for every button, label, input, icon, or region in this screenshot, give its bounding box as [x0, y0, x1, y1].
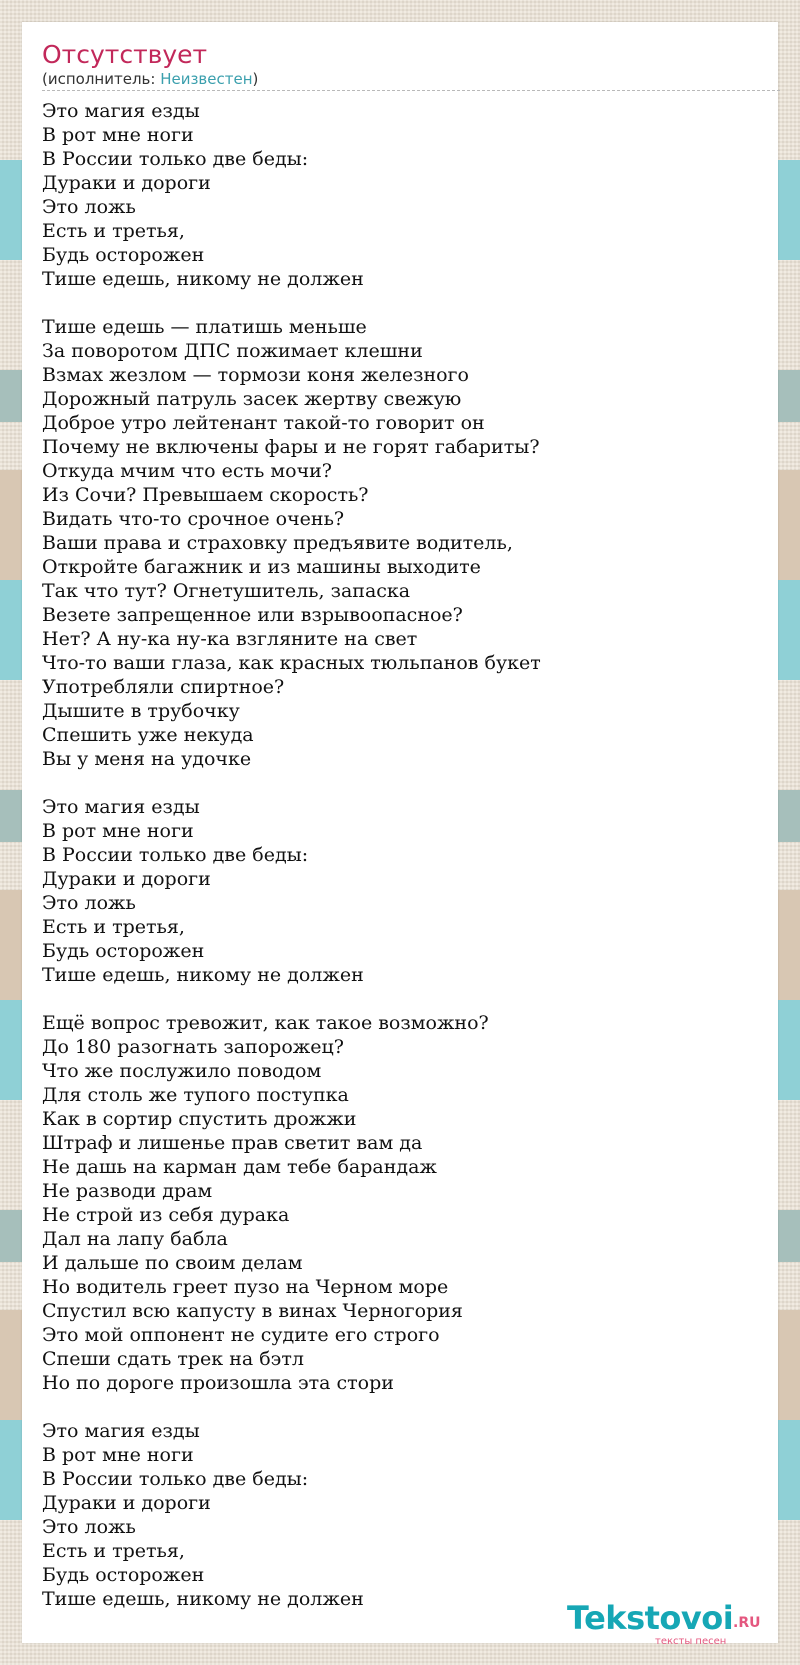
lyric-line: Тише едешь, никому не должен — [42, 268, 364, 290]
lyric-line: За поворотом ДПС пожимает клешни — [42, 340, 423, 362]
lyric-line: Дураки и дороги — [42, 1492, 211, 1514]
lyric-line: Спешить уже некуда — [42, 724, 254, 746]
lyric-line: Употребляли спиртное? — [42, 676, 285, 698]
lyric-line: Нет? А ну-ка ну-ка взгляните на свет — [42, 628, 418, 650]
lyric-line: Откуда мчим что есть мочи? — [42, 460, 332, 482]
logo-wordmark: Tekstovoi — [567, 1599, 734, 1637]
song-title: Отсутствует — [42, 40, 208, 69]
lyric-line: Это ложь — [42, 1516, 136, 1538]
title-divider — [42, 90, 780, 91]
lyric-line: Что же послужило поводом — [42, 1060, 322, 1082]
lyrics-card — [22, 22, 778, 1647]
lyric-line: В рот мне ноги — [42, 820, 194, 842]
artist-link[interactable]: Неизвестен — [160, 70, 253, 88]
lyric-line: Спеши сдать трек на бэтл — [42, 1348, 304, 1370]
lyric-line: Это мой оппонент не судите его строго — [42, 1324, 440, 1346]
lyric-line: Не разводи драм — [42, 1180, 213, 1202]
lyric-line: Не строй из себя дурака — [42, 1204, 290, 1226]
lyric-line: Это магия езды — [42, 1420, 200, 1442]
stanza-break — [42, 987, 782, 1011]
lyric-line: Как в сортир спустить дрожжи — [42, 1108, 357, 1130]
lyric-line: Это ложь — [42, 196, 136, 218]
site-logo[interactable] — [567, 1599, 767, 1652]
lyrics-text — [42, 99, 782, 1611]
lyric-line: Почему не включены фары и не горят габариты? — [42, 436, 540, 458]
lyric-line: В рот мне ноги — [42, 124, 194, 146]
lyric-line: Есть и третья, — [42, 1540, 185, 1562]
lyric-line: Из Сочи? Превышаем скорость? — [42, 484, 369, 506]
lyric-line: Ещё вопрос тревожит, как такое возможно? — [42, 1012, 489, 1034]
lyric-line: Что-то ваши глаза, как красных тюльпанов букет — [42, 652, 541, 674]
lyric-line: Дураки и дороги — [42, 172, 211, 194]
stanza-break — [42, 1395, 782, 1419]
lyric-line: Это ложь — [42, 892, 136, 914]
lyric-line: Это магия езды — [42, 796, 200, 818]
stanza-break — [42, 771, 782, 795]
lyric-line: Тише едешь, никому не должен — [42, 1588, 364, 1610]
lyric-line: Так что тут? Огнетушитель, запаска — [42, 580, 411, 602]
lyric-line: Это магия езды — [42, 100, 200, 122]
lyric-line: Взмах жезлом — тормози коня железного — [42, 364, 469, 386]
lyric-line: В России только две беды: — [42, 844, 309, 866]
lyric-line: Вы у меня на удочке — [42, 748, 252, 770]
lyric-line: Дорожный патруль засек жертву свежую — [42, 388, 462, 410]
lyric-line: В России только две беды: — [42, 1468, 309, 1490]
artist-line — [42, 70, 258, 90]
lyric-line: Для столь же тупого поступка — [42, 1084, 349, 1106]
lyric-line: В России только две беды: — [42, 148, 309, 170]
lyric-line: В рот мне ноги — [42, 1444, 194, 1466]
logo-domain: .RU — [733, 1615, 761, 1631]
lyric-line: Ваши права и страховку предъявите водитель, — [42, 532, 513, 554]
artist-prefix: (исполнитель: — [42, 70, 161, 88]
lyric-line: Не дашь на карман дам тебе барандаж — [42, 1156, 437, 1178]
lyric-line: Есть и третья, — [42, 220, 185, 242]
lyric-line: Доброе утро лейтенант такой-то говорит он — [42, 412, 485, 434]
lyric-line: Спустил всю капусту в винах Черногория — [42, 1300, 463, 1322]
lyric-line: Видать что-то срочное очень? — [42, 508, 345, 530]
lyric-line: Штраф и лишенье прав светит вам да — [42, 1132, 423, 1154]
lyric-line: Откройте багажник и из машины выходите — [42, 556, 481, 578]
lyric-line: Тише едешь — платишь меньше — [42, 316, 367, 338]
lyric-line: Дал на лапу бабла — [42, 1228, 228, 1250]
lyric-line: Но по дороге произошла эта стори — [42, 1372, 394, 1394]
lyric-line: Но водитель греет пузо на Черном море — [42, 1276, 449, 1298]
artist-suffix: ) — [252, 70, 259, 88]
lyric-line: Будь осторожен — [42, 244, 205, 266]
lyric-line: Будь осторожен — [42, 940, 205, 962]
lyric-line: Будь осторожен — [42, 1564, 205, 1586]
logo-tagline: тексты песен — [655, 1636, 727, 1647]
lyric-line: Есть и третья, — [42, 916, 185, 938]
lyric-line: Дышите в трубочку — [42, 700, 240, 722]
lyric-line: Дураки и дороги — [42, 868, 211, 890]
lyric-line: До 180 разогнать запорожец? — [42, 1036, 344, 1058]
stanza-break — [42, 291, 782, 315]
lyric-line: Везете запрещенное или взрывоопасное? — [42, 604, 463, 626]
lyric-line: И дальше по своим делам — [42, 1252, 303, 1274]
lyric-line: Тише едешь, никому не должен — [42, 964, 364, 986]
